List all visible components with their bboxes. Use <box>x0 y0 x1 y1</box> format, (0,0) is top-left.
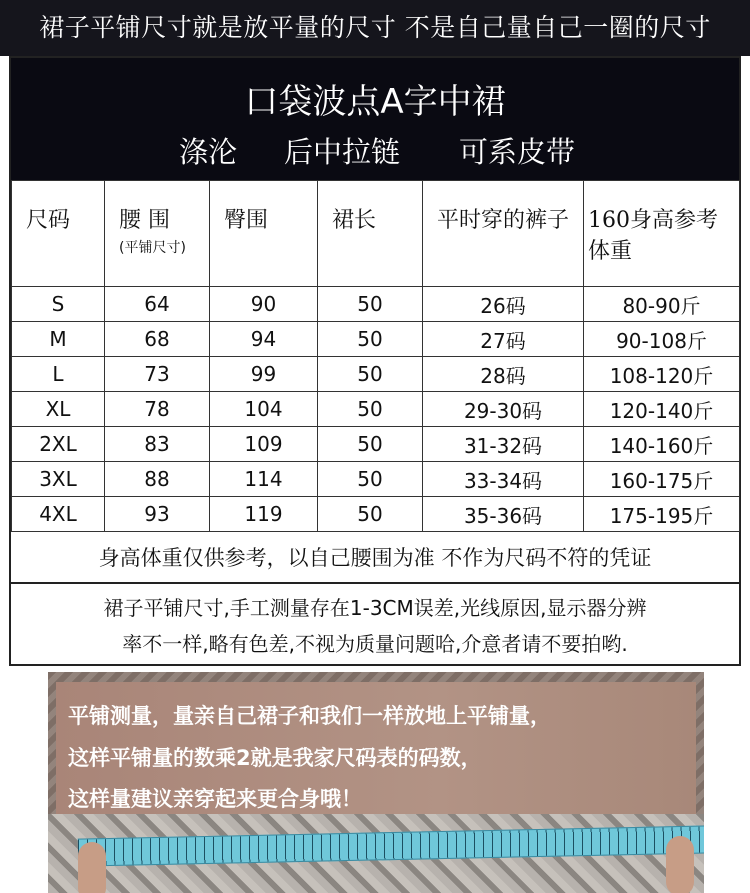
size-table <box>11 180 740 532</box>
instruction-line: 这样平铺量的数乘2就是我家尺码表的码数， <box>68 746 482 770</box>
cell-weight: 80-90斤 <box>584 287 740 322</box>
disclaimer-line: 率不一样,略有色差,不视为质量问题哈,介意者请不要拍哟. <box>122 632 628 656</box>
product-title-block <box>11 58 739 180</box>
cell-size: L <box>12 357 105 392</box>
zipper-label: 后中拉链 <box>284 135 401 169</box>
measurement-disclaimer <box>11 584 739 662</box>
cell-waist: 68 <box>105 322 210 357</box>
cell-pants: 29-30码 <box>423 392 584 427</box>
cell-hip: 119 <box>210 497 318 532</box>
header-waist-note: (平铺尺寸) <box>119 240 186 256</box>
cell-weight: 90-108斤 <box>584 322 740 357</box>
cell-waist: 83 <box>105 427 210 462</box>
header-weight: 160身高参考体重 <box>584 181 740 287</box>
cell-size: 3XL <box>12 462 105 497</box>
material-label: 涤沦 <box>179 135 238 169</box>
header-length: 裙长 <box>318 181 423 287</box>
cell-weight: 175-195斤 <box>584 497 740 532</box>
cell-size: 2XL <box>12 427 105 462</box>
cell-weight: 120-140斤 <box>584 392 740 427</box>
size-chart-frame <box>9 56 741 666</box>
product-title: 口袋波点A字中裙 <box>244 82 506 122</box>
cell-length: 50 <box>318 462 423 497</box>
cell-pants: 28码 <box>423 357 584 392</box>
table-row <box>12 322 740 357</box>
cell-waist: 73 <box>105 357 210 392</box>
top-banner: 裙子平铺尺寸就是放平量的尺寸 不是自己量自己一圈的尺寸 <box>0 0 750 56</box>
left-hand <box>78 842 106 893</box>
header-waist: 腰 围 (平铺尺寸) <box>105 181 210 287</box>
cell-weight: 140-160斤 <box>584 427 740 462</box>
cell-length: 50 <box>318 497 423 532</box>
cell-waist: 93 <box>105 497 210 532</box>
header-pants-size: 平时穿的裤子 <box>423 181 584 287</box>
right-hand <box>666 836 694 893</box>
cell-pants: 27码 <box>423 322 584 357</box>
instruction-line: 平铺测量，量亲自己裙子和我们一样放地上平铺量， <box>68 704 551 728</box>
table-row <box>12 392 740 427</box>
table-row <box>12 427 740 462</box>
cell-hip: 109 <box>210 427 318 462</box>
cell-weight: 160-175斤 <box>584 462 740 497</box>
cell-waist: 88 <box>105 462 210 497</box>
cell-pants: 33-34码 <box>423 462 584 497</box>
cell-length: 50 <box>318 322 423 357</box>
cell-size: XL <box>12 392 105 427</box>
cell-pants: 31-32码 <box>423 427 584 462</box>
cell-length: 50 <box>318 392 423 427</box>
cell-hip: 99 <box>210 357 318 392</box>
instruction-banner <box>56 682 696 814</box>
table-row <box>12 497 740 532</box>
table-header-row <box>12 181 740 287</box>
table-row <box>12 357 740 392</box>
header-size: 尺码 <box>12 181 105 287</box>
cell-hip: 90 <box>210 287 318 322</box>
table-row <box>12 462 740 497</box>
cell-size: S <box>12 287 105 322</box>
cell-hip: 114 <box>210 462 318 497</box>
disclaimer-line: 裙子平铺尺寸,手工测量存在1-3CM误差,光线原因,显示器分辨 <box>103 596 647 620</box>
cell-waist: 64 <box>105 287 210 322</box>
belt-label: 可系皮带 <box>459 135 576 169</box>
table-row <box>12 287 740 322</box>
cell-hip: 104 <box>210 392 318 427</box>
cell-weight: 108-120斤 <box>584 357 740 392</box>
cell-hip: 94 <box>210 322 318 357</box>
cell-size: M <box>12 322 105 357</box>
instruction-line: 这样量建议亲穿起来更合身哦！ <box>68 787 362 811</box>
cell-length: 50 <box>318 357 423 392</box>
reference-note: 身高体重仅供参考，以自己腰围为准 不作为尺码不符的凭证 <box>11 534 739 584</box>
cell-pants: 26码 <box>423 287 584 322</box>
header-hip: 臀围 <box>210 181 318 287</box>
cell-length: 50 <box>318 427 423 462</box>
cell-size: 4XL <box>12 497 105 532</box>
cell-waist: 78 <box>105 392 210 427</box>
cell-length: 50 <box>318 287 423 322</box>
cell-pants: 35-36码 <box>423 497 584 532</box>
measurement-photo <box>48 672 704 893</box>
